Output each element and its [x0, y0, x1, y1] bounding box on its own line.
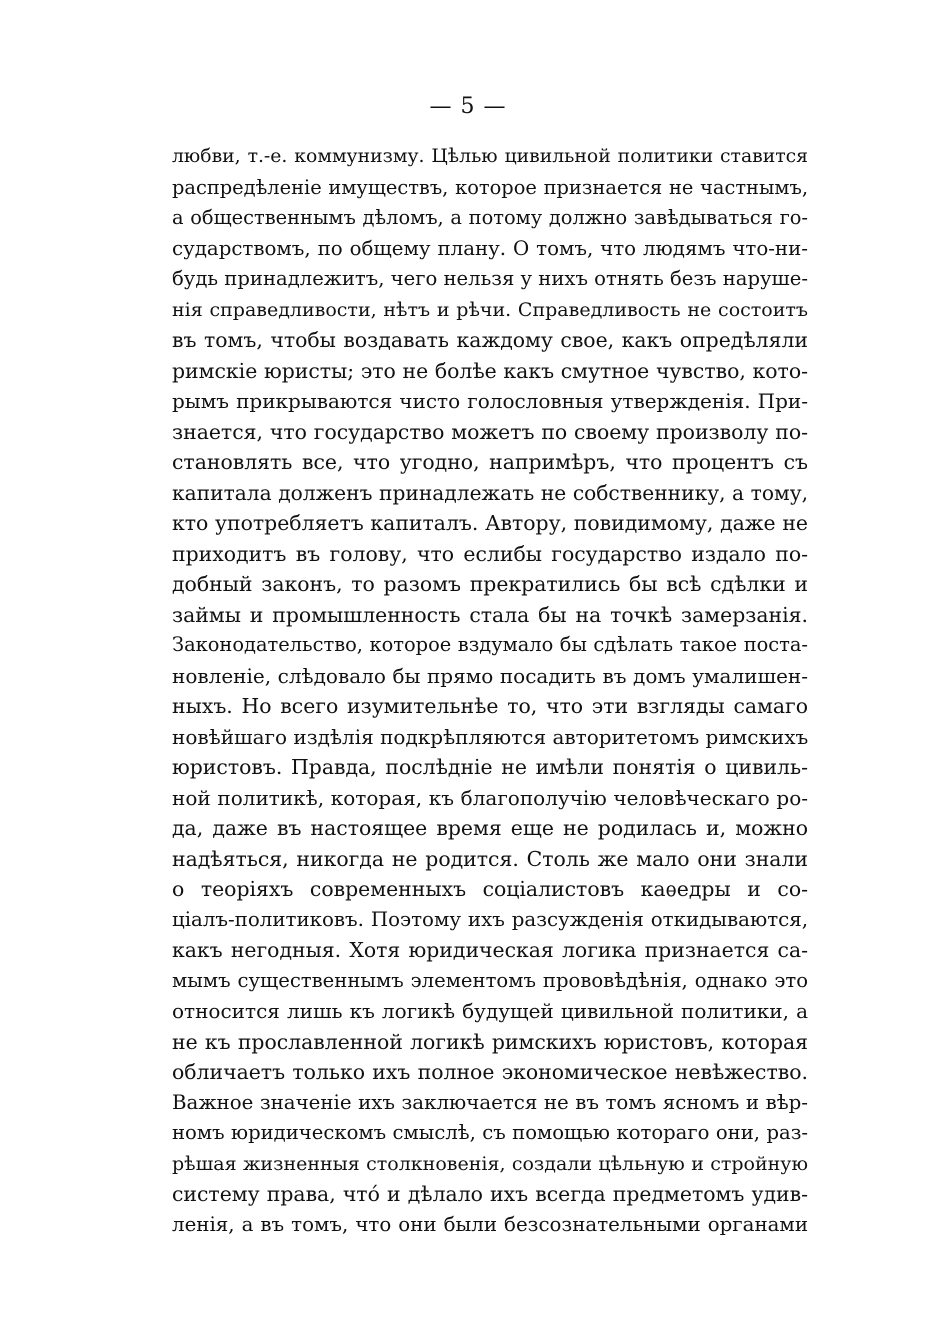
text-line: а общественнымъ дѣломъ, а потому должно завѣдываться го- [172, 206, 808, 229]
text-line: ныхъ. Но всего изумительнѣе то, что эти взгляды самаго [172, 694, 808, 718]
text-line: относится лишь къ логикѣ будущей цивильной политики, а [172, 999, 808, 1023]
text-line: ціалъ-политиковъ. Поэтому ихъ разсужденія откидываются, [172, 907, 808, 931]
text-line: мымъ существеннымъ элементомъ прововѣдѣнія, однако это [172, 968, 808, 992]
text-line: любви, т.-е. коммунизму. Цѣлью цивильной политики ставится [172, 146, 808, 167]
text-line: новѣйшаго издѣлія подкрѣпляются авторитетомъ римскихъ [172, 724, 808, 749]
text-line: капитала долженъ принадлежать не собственнику, а тому, [172, 480, 808, 505]
text-line: нія справедливости, нѣтъ и рѣчи. Справедливость не состоитъ [172, 298, 808, 321]
text-line: ленія, а въ томъ, что они были безсознательными органами [172, 1212, 808, 1236]
text-line: Законодательство, которое вздумало бы сдѣлать такое поста- [172, 633, 808, 656]
text-line: добный законъ, то разомъ прекратились бы всѣ сдѣлки и [172, 572, 808, 596]
text-line: новленіе, слѣдовало бы прямо посадить въ домъ умалишен- [172, 663, 808, 688]
text-line: да, даже въ настоящее время еще не родилась и, можно [172, 816, 808, 840]
page-number: — 5 — [429, 94, 507, 119]
text-line: рѣшая жизненныя столкновенія, создали цѣльную и стройную [172, 1152, 808, 1175]
text-line: займы и промышленность стала бы на точкѣ замерзанія. [172, 602, 808, 627]
text-line: Важное значеніе ихъ заключается не въ томъ ясномъ и вѣр- [172, 1090, 808, 1114]
text-line: надѣяться, никогда не родится. Столь же мало они знали [172, 846, 808, 871]
text-line: номъ юридическомъ смыслѣ, съ помощью котораго они, раз- [172, 1121, 808, 1144]
text-line: римскіе юристы; это не болѣе какъ смутное чувство, кото- [172, 358, 808, 383]
text-line: въ томъ, чтобы воздавать каждому свое, какъ опредѣляли [172, 328, 808, 352]
text-line: ной политикѣ, которая, къ благополучію человѣческаго ро- [172, 785, 808, 810]
text-line: становлять все, что угодно, напримѣръ, что процентъ съ [172, 450, 808, 474]
text-line: систему права, что́ и дѣлало ихъ всегда предметомъ удив- [172, 1182, 808, 1206]
text-line: обличаетъ только ихъ полное экономическое невѣжество. [172, 1060, 808, 1084]
text-line: о теоріяхъ современныхъ соціалистовъ каѳедры и со- [172, 877, 808, 901]
text-line: знается, что государство можетъ по своему произволу по- [172, 419, 808, 444]
text-line: не къ прославленной логикѣ римскихъ юристовъ, которая [172, 1029, 808, 1054]
text-line: кто употребляетъ капиталъ. Автору, повидимому, даже не [172, 511, 808, 535]
text-line: распредѣленіе имуществъ, которое признается не частнымъ, [172, 175, 808, 199]
text-line: рымъ прикрываются чисто голословныя утвержденія. При- [172, 389, 808, 413]
text-line: будь принадлежитъ, чего нельзя у нихъ отнять безъ наруше- [172, 267, 808, 290]
body-text [172, 142, 808, 1240]
text-line: юристовъ. Правда, послѣдніе не имѣли понятія о цивиль- [172, 755, 808, 779]
text-line: сударствомъ, по общему плану. О томъ, что людямъ что-ни- [172, 236, 808, 260]
text-line: приходитъ въ голову, что еслибы государство издало по- [172, 541, 808, 566]
text-line: какъ негодныя. Хотя юридическая логика признается са- [172, 938, 808, 962]
